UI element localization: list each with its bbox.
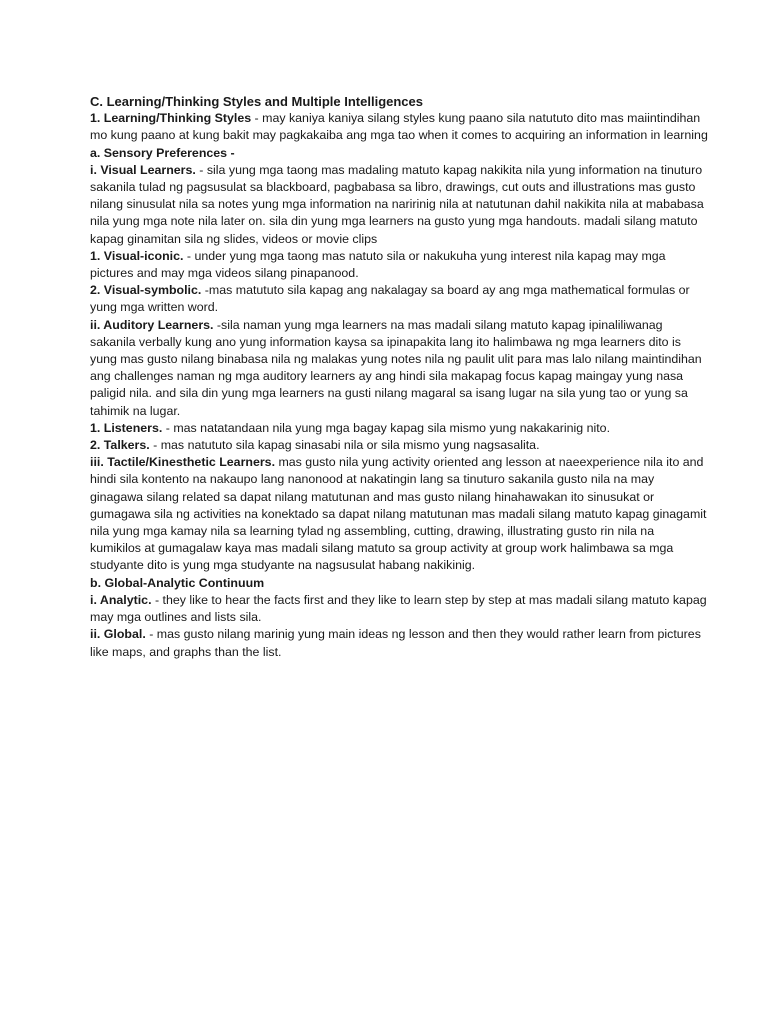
visual-iconic-paragraph [90, 248, 708, 282]
tactile-learners-heading: iii. Tactile/Kinesthetic Learners. [90, 455, 276, 470]
visual-symbolic-heading: 2. Visual-symbolic. [90, 283, 202, 298]
global-paragraph [90, 626, 708, 660]
visual-learners-text: - sila yung mga taong mas madaling matuto kapag nakikita nila yung information na tinuturo sakanila tulad ng pagsusulat sa blackboard, pagbabasa sa libro, drawings, cut outs and illustrations mas gusto nilang sinusulat nila sa notes yung mga information na naririnig nila at natutunan dahil nakikita nila at mababasa nila yung mga note nila later on. sila din yung mga learners na gusto yung mga handouts. madali silang matuto kapag ginamitan sila ng slides, videos or movie clips [90, 162, 704, 246]
learning-styles-paragraph [90, 110, 708, 144]
talkers-heading: 2. Talkers. [90, 438, 150, 453]
sensory-preferences-label: a. Sensory Preferences - [90, 145, 235, 160]
auditory-learners-paragraph [90, 317, 708, 420]
global-heading: ii. Global. [90, 627, 146, 642]
listeners-heading: 1. Listeners. [90, 420, 163, 435]
visual-iconic-heading: 1. Visual-iconic. [90, 248, 184, 263]
visual-learners-paragraph [90, 162, 708, 248]
tactile-learners-text: mas gusto nila yung activity oriented ang lesson at naeexperience nila ito and hindi sila kontento na nakaupo lang nanonood at nakatingin lang sa tinuturo sakanila gusto nila na may ginagawa silang related sa dapat nilang matutunan and mas gusto nilang hinahawakan ito sinusukat or gumagawa sila ng activities na konektado sa dapat nilang matutunan mas madali silang matuto kapag ginagamit nila yung mga kamay nila sa learning tylad ng assembling, cutting, drawing, illustrating gusto rin nila na kumikilos at gumagalaw kaya mas madali silang matuto sa group activity at group work halimbawa sa mga studyante dito is yung mga studyante na nagsusulat habang nakikinig. [90, 455, 707, 573]
visual-learners-heading: i. Visual Learners. [90, 162, 196, 177]
analytic-paragraph [90, 592, 708, 626]
talkers-paragraph [90, 437, 708, 454]
talkers-text: - mas natututo sila kapag sinasabi nila or sila mismo yung nagsasalita. [149, 438, 540, 453]
sensory-preferences-heading [90, 145, 708, 162]
listeners-paragraph [90, 420, 708, 437]
section-title: C. Learning/Thinking Styles and Multiple Intelligences [90, 94, 423, 109]
tactile-learners-paragraph [90, 454, 708, 574]
visual-symbolic-text: -mas matututo sila kapag ang nakalagay sa board ay ang mga mathematical formulas or yung mga written word. [90, 283, 690, 315]
analytic-text: - they like to hear the facts first and they like to learn step by step at mas madali silang matuto kapag may mga outlines and lists sila. [90, 592, 707, 625]
listeners-text: - mas natatandaan nila yung mga bagay kapag sila mismo yung nakakarinig nito. [162, 420, 611, 435]
global-text: - mas gusto nilang marinig yung main ideas ng lesson and then they would rather learn from pictures like maps, and graphs than the list. [90, 627, 701, 659]
learning-styles-heading: 1. Learning/Thinking Styles [90, 111, 252, 126]
auditory-learners-heading: ii. Auditory Learners. [90, 317, 214, 332]
global-analytic-label: b. Global-Analytic Continuum [90, 575, 265, 590]
visual-iconic-text: - under yung mga taong mas natuto sila or nakukuha yung interest nila kapag may mga pictures and may mga videos silang pinapanood. [90, 248, 666, 281]
analytic-heading: i. Analytic. [90, 592, 152, 607]
global-analytic-heading [90, 575, 708, 592]
auditory-learners-text: -sila naman yung mga learners na mas madali silang matuto kapag ipinaliliwanag sakanila verbally kung ano yung information kaysa sa ipinapakita lang ito halimbawa ng mga learners dito is yung mas gusto nilang binabasa nila ng malakas yung notes nila ng paulit ulit para mas lalo nilang maintindihan ang challenges naman ng mga auditory learners ay ang hindi sila makapag focus kapag maingay yung nasa paligid nila. and sila din yung mga learners na gusti nilang magaral sa isang lugar na sila yung tao or yung sa tahimik na lugar. [90, 317, 702, 418]
learning-styles-text: - may kaniya kaniya silang styles kung paano sila natututo dito mas maiintindihan mo kung paano at kung bakit may pagkakaiba ang mga tao when it comes to acquiring an information in learning [90, 111, 708, 143]
visual-symbolic-paragraph [90, 282, 708, 316]
